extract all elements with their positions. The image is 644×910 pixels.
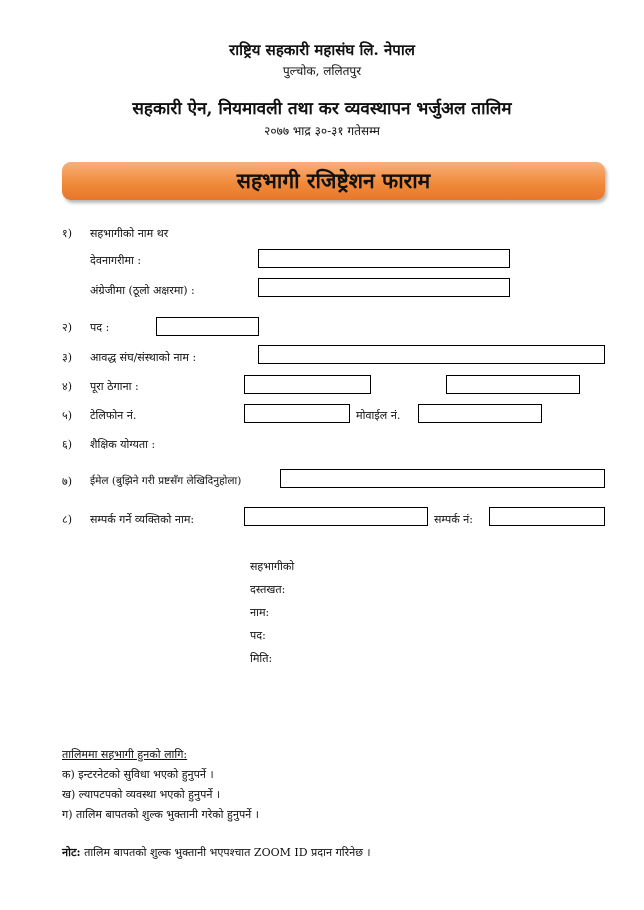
mobile-field[interactable]: [418, 404, 542, 423]
form-title-banner: सहभागी रजिष्ट्रेशन फाराम: [62, 162, 605, 200]
english-name-label: अंग्रेजीमा (ठूलो अक्षरमा) :: [90, 284, 195, 297]
field-2-number: २): [62, 321, 73, 334]
field-4-number: ४): [62, 380, 73, 393]
address-field-1[interactable]: [244, 375, 371, 394]
organization-field[interactable]: [258, 345, 605, 364]
note-label: नोट:: [62, 846, 81, 859]
email-label: ईमेल (बुझिने गरी प्रष्टसँग लेखिदिनुहोला): [90, 475, 242, 487]
english-name-field[interactable]: [258, 278, 510, 297]
requirement-item: क) इन्टरनेटको सुविधा भएको हुनुपर्ने ।: [62, 768, 214, 781]
qualification-label: शैक्षिक योग्यता :: [90, 438, 156, 451]
organization-address: पुल्चोक, ललितपुर: [282, 64, 362, 78]
requirement-item: ख) ल्यापटपको व्यवस्था भएको हुनुपर्ने ।: [62, 788, 221, 801]
devanagari-name-label: देवनागरीमा :: [90, 254, 142, 267]
signature-name-label: नाम:: [250, 606, 270, 619]
signature-position-label: पद:: [250, 629, 266, 642]
position-field[interactable]: [156, 317, 259, 336]
organization-name: राष्ट्रिय सहकारी महासंघ लि. नेपाल: [229, 41, 415, 59]
contact-number-label: सम्पर्क नं:: [434, 513, 473, 526]
requirements-title: तालिममा सहभागी हुनको लागि:: [62, 748, 188, 761]
mobile-label: मोवाईल नं.: [356, 409, 401, 422]
devanagari-name-field[interactable]: [258, 249, 510, 268]
address-field-2[interactable]: [446, 375, 580, 394]
contact-number-field[interactable]: [489, 507, 605, 526]
field-8-number: ८): [62, 513, 73, 526]
note-text: तालिम बापतको शुल्क भुक्तानी भएपश्चात ZOOM ID प्रदान गरिनेछ ।: [84, 846, 371, 859]
field-6-number: ६): [62, 438, 73, 451]
footer-note: [62, 845, 371, 860]
signature-label: दस्तखत:: [250, 583, 286, 596]
organization-label: आवद्ध संघ/संस्थाको नाम :: [90, 351, 197, 364]
email-field[interactable]: [280, 469, 605, 488]
field-3-number: ३): [62, 351, 73, 364]
signature-title: सहभागीको: [250, 560, 295, 573]
signature-date-label: मिति:: [250, 652, 273, 665]
field-5-number: ५): [62, 409, 73, 422]
contact-person-field[interactable]: [244, 507, 428, 526]
address-label: पूरा ठेगाना :: [90, 380, 139, 393]
requirement-item: ग) तालिम बापतको शुल्क भुक्तानी गरेको हुनुपर्ने ।: [62, 808, 259, 821]
field-1-label: सहभागीको नाम थर: [90, 227, 169, 240]
training-title: सहकारी ऐन, नियमावली तथा कर व्यवस्थापन भर्जुअल तालिम: [132, 99, 512, 119]
field-7-number: ७): [62, 475, 73, 488]
telephone-label: टेलिफोन नं.: [90, 409, 137, 422]
contact-person-label: सम्पर्क गर्ने व्यक्तिको नाम:: [90, 513, 195, 526]
telephone-field[interactable]: [244, 404, 350, 423]
position-label: पद :: [90, 321, 110, 334]
field-1-number: १): [62, 227, 73, 240]
training-dates: २०७७ भाद्र ३०-३१ गतेसम्म: [264, 124, 380, 138]
